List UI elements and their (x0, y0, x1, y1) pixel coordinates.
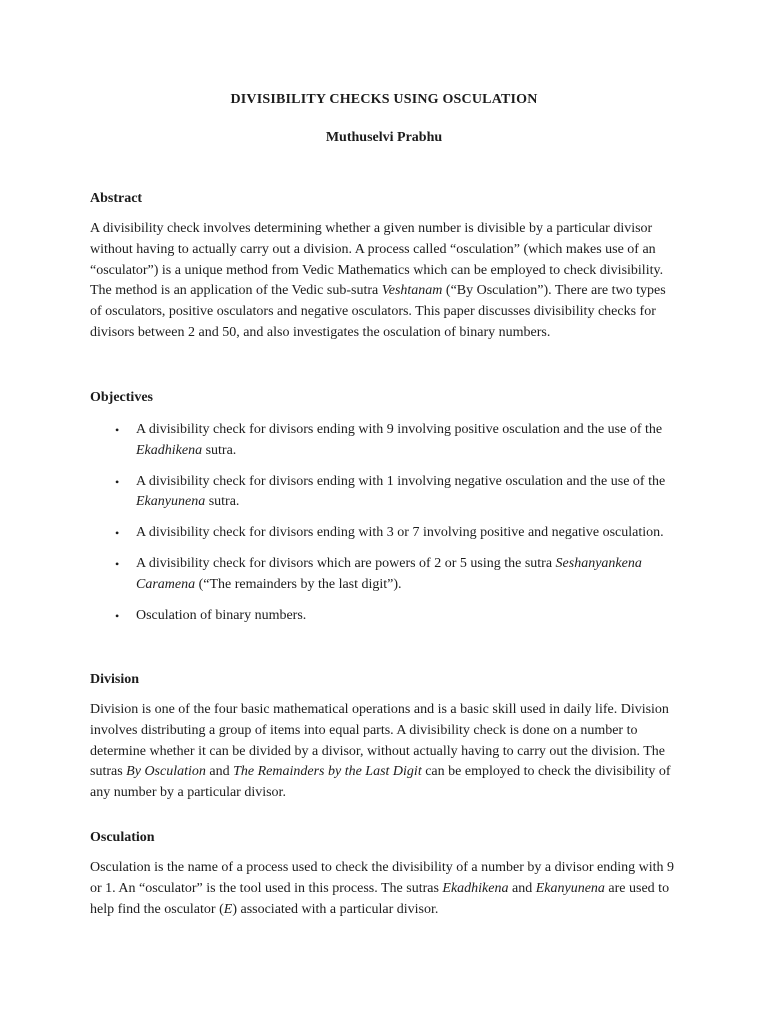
bullet-icon: • (115, 556, 120, 571)
objective-text: Osculation of binary numbers. (136, 607, 307, 623)
division-text-2: and (205, 764, 234, 780)
abstract-text-2: (“By Osculation”). There are two types of osculators, positive osculators and negative osculators. This paper discusses divisibility checks for divisors between 2 and 50, and also investigates the osculation of binary numbers. (90, 283, 666, 340)
osculation-emphasis-1: Ekadhikena (442, 880, 509, 896)
abstract-paragraph (90, 219, 680, 344)
division-heading: Division (90, 672, 140, 687)
bullet-icon: • (115, 474, 120, 489)
objective-item (90, 523, 690, 544)
osculation-text-3: are used to help find the osculator ( (90, 880, 670, 917)
paper-title: DIVISIBILITY CHECKS USING OSCULATION (230, 92, 538, 107)
objective-text: A divisibility check for divisors ending with 3 or 7 involving positive and negative osculation. (136, 525, 664, 541)
division-paragraph (90, 700, 680, 804)
objective-text: A divisibility check for divisors ending with 1 involving negative osculation and the use of the (136, 473, 666, 489)
objective-text-end: sutra. (202, 442, 237, 458)
objective-item (90, 420, 690, 462)
paper-author: Muthuselvi Prabhu (325, 130, 443, 145)
objective-item (90, 554, 690, 596)
division-emphasis-1: By Osculation (126, 764, 206, 780)
abstract-emphasis-1: Veshtanam (381, 283, 443, 299)
osculation-text-4: ) associated with a particular divisor. (232, 901, 439, 917)
objectives-heading: Objectives (90, 390, 153, 405)
objective-text: A divisibility check for divisors ending with 9 involving positive osculation and the use of the (136, 422, 663, 437)
osculation-emphasis-2: Ekanyunena (535, 880, 605, 896)
objective-text-end: sutra. (205, 494, 240, 510)
bullet-icon: • (115, 423, 120, 437)
division-text-1: Division is one of the four basic mathematical operations and is a basic skill used in daily life. Division involves distributing a group of items into equal parts. A divisibility check is done on a number to determine whether it can be divided by a divisor, without actually having to carry out the division. The sutras (90, 702, 669, 780)
objective-text: A divisibility check for divisors which are powers of 2 or 5 using the sutra (136, 555, 556, 571)
objective-emphasis: Ekanyunena (136, 494, 206, 510)
objective-item (90, 472, 690, 514)
objective-text-end: (“The remainders by the last digit”). (195, 576, 402, 592)
abstract-text-1: A divisibility check involves determining whether a given number is divisible by a particular divisor without having to actually carry out a division. A process called “osculation” (which makes use of an “osculator”) is a unique method from Vedic Mathematics which can be employed to check divisibility. The method is an application of the Vedic sub-sutra (90, 221, 664, 299)
objectives-list (90, 420, 690, 626)
osculation-text-1: Osculation is the name of a process used to check the divisibility of a number by a divisor ending with 9 or 1. An “osculator” is the tool used in this process. The sutras (90, 860, 674, 896)
division-text-3: can be employed to check the divisibility of any number by a particular divisor. (90, 764, 671, 801)
osculation-emphasis-3: E (223, 901, 233, 917)
objective-emphasis: Seshanyankena Caramena (136, 555, 642, 592)
osculation-text-2: and (508, 880, 536, 896)
division-emphasis-2: The Remainders by the Last Digit (233, 764, 422, 780)
osculation-heading: Osculation (90, 830, 155, 845)
osculation-paragraph (90, 858, 680, 920)
bullet-icon: • (115, 526, 120, 541)
abstract-heading: Abstract (90, 191, 143, 206)
objective-item (90, 606, 690, 627)
bullet-icon: • (115, 608, 120, 623)
objective-emphasis: Ekadhikena (136, 442, 203, 458)
